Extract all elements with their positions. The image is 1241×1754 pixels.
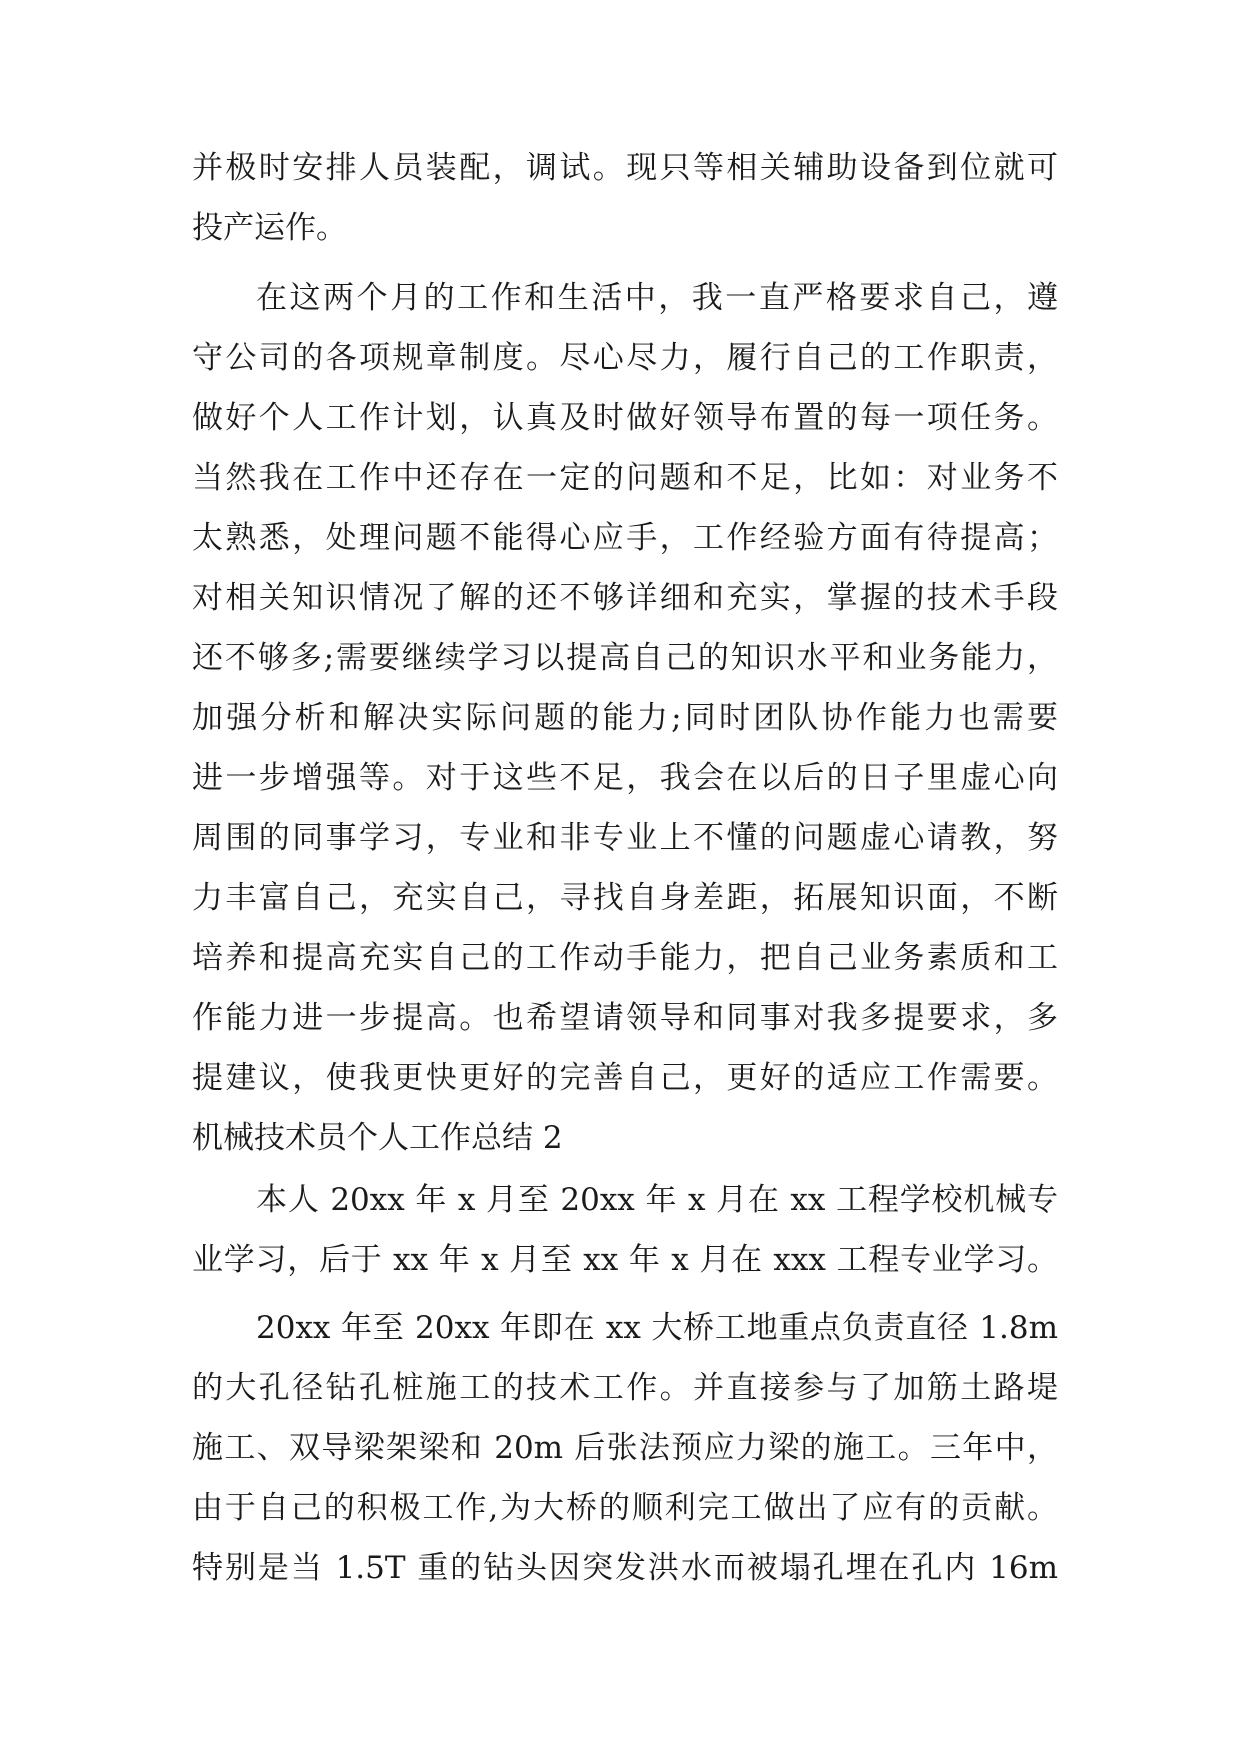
- text-line: 培养和提高充实自己的工作动手能力，把自己业务素质和工: [192, 940, 1058, 976]
- text-line: 提建议，使我更快更好的完善自己，更好的适应工作需要。: [192, 1060, 1058, 1096]
- text-line: 业学习，后于 xx 年 x 月至 xx 年 x 月在 xxx 工程专业学习。: [192, 1242, 1058, 1278]
- text-line: 守公司的各项规章制度。尽心尽力，履行自己的工作职责，: [192, 340, 1058, 376]
- text-line: 本人 20xx 年 x 月至 20xx 年 x 月在 xx 工程学校机械专: [256, 1182, 1058, 1218]
- text-line: 的大孔径钻孔桩施工的技术工作。并直接参与了加筋土路堤: [192, 1370, 1058, 1406]
- text-line: 施工、双导梁架梁和 20m 后张法预应力梁的施工。三年中，: [192, 1430, 1058, 1466]
- text-line: 进一步增强等。对于这些不足，我会在以后的日子里虚心向: [192, 760, 1058, 796]
- text-line: 周围的同事学习，专业和非专业上不懂的问题虚心请教，努: [192, 820, 1058, 856]
- text-line: 对相关知识情况了解的还不够详细和充实，掌握的技术手段: [192, 580, 1058, 616]
- text-line: 力丰富自己，充实自己，寻找自身差距，拓展知识面，不断: [192, 880, 1058, 916]
- text-line: 太熟悉，处理问题不能得心应手，工作经验方面有待提高；: [192, 520, 1058, 556]
- text-line: 20xx 年至 20xx 年即在 xx 大桥工地重点负责直径 1.8m: [256, 1310, 1058, 1346]
- text-line: 投产运作。: [192, 210, 347, 246]
- text-line: 还不够多;需要继续学习以提高自己的知识水平和业务能力，: [192, 640, 1058, 676]
- text-line: 特别是当 1.5T 重的钻头因突发洪水而被塌孔埋在孔内 16m: [192, 1550, 1058, 1586]
- text-line: 作能力进一步提高。也希望请领导和同事对我多提要求，多: [192, 1000, 1058, 1036]
- text-line: 并极时安排人员装配，调试。现只等相关辅助设备到位就可: [192, 150, 1058, 186]
- section-heading: 机械技术员个人工作总结 2: [192, 1120, 563, 1156]
- text-line: 做好个人工作计划，认真及时做好领导布置的每一项任务。: [192, 400, 1058, 436]
- text-line: 在这两个月的工作和生活中，我一直严格要求自己，遵: [256, 280, 1058, 316]
- text-line: 加强分析和解决实际问题的能力;同时团队协作能力也需要: [192, 700, 1058, 736]
- text-line: 由于自己的积极工作,为大桥的顺利完工做出了应有的贡献。: [192, 1490, 1058, 1526]
- text-line: 当然我在工作中还存在一定的问题和不足，比如：对业务不: [192, 460, 1058, 496]
